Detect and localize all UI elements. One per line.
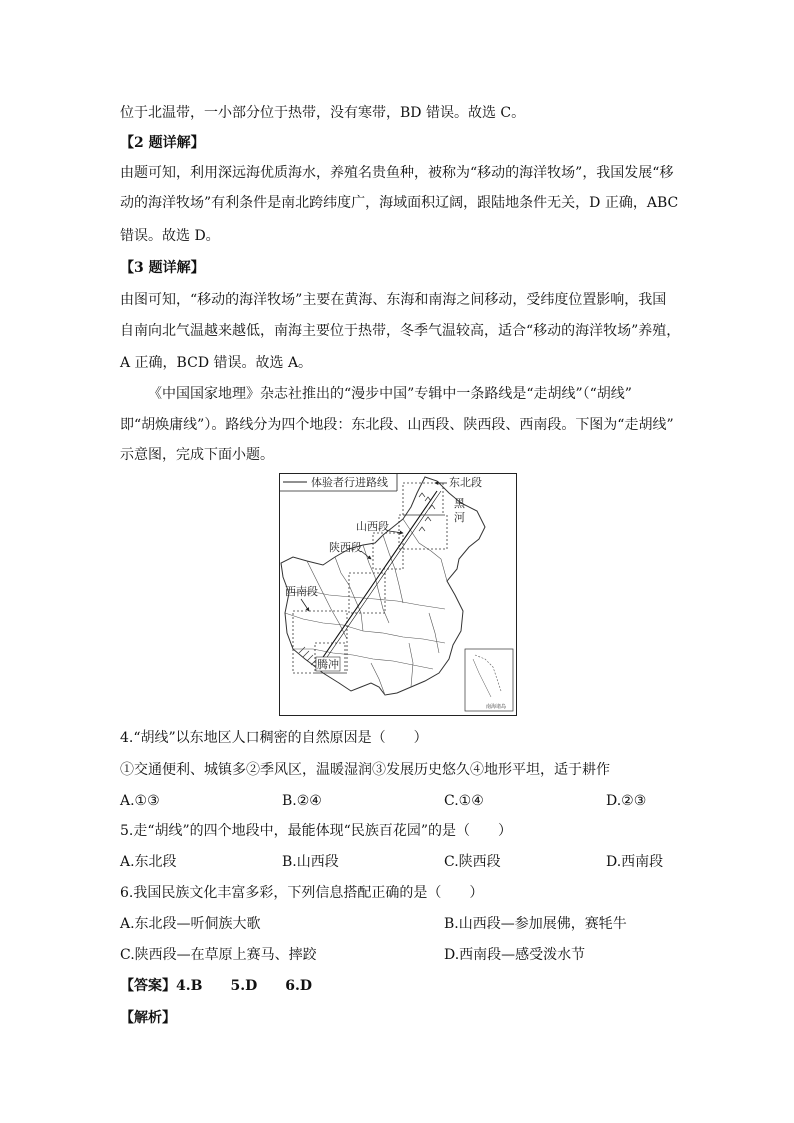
heading-q3-detail: 【3 题详解】: [120, 260, 205, 276]
question-4-option-a[interactable]: A.①③: [120, 793, 160, 809]
label-northeast: 东北段: [449, 476, 482, 489]
question-6-stem: 6.我国民族文化丰富多彩，下列信息搭配正确的是（ ）: [120, 885, 484, 901]
intro-line2: 即“胡焕庸线”）。路线分为四个地段：东北段、山西段、陕西段、西南段。下图为“走胡线”: [120, 417, 674, 433]
analysis-heading: 【解析】: [120, 1010, 176, 1026]
question-6-option-a[interactable]: A.东北段—听侗族大歌: [120, 916, 261, 932]
question-6-option-d[interactable]: D.西南段—感受泼水节: [444, 947, 586, 963]
question-5-stem: 5.走“胡线”的四个地段中，最能体现“民族百花园”的是（ ）: [120, 823, 512, 839]
label-tengchong: 腾冲: [317, 658, 339, 671]
explanation-q3-line2: 自南向北气温越来越低，南海主要位于热带，冬季气温较高，适合“移动的海洋牧场”养殖，: [120, 323, 681, 339]
question-5-option-b[interactable]: B.山西段: [282, 854, 339, 870]
label-southwest: 西南段: [285, 585, 318, 598]
question-4-option-c[interactable]: C.①④: [444, 793, 484, 809]
question-5-option-c[interactable]: C.陕西段: [444, 854, 501, 870]
explanation-q2-line1: 由题可知，利用深远海优质海水，养殖名贵鱼种，被称为“移动的海洋牧场”，我国发展“移: [120, 165, 674, 181]
inset-label: 南海诸岛: [486, 704, 507, 710]
explanation-q3-line1: 由图可知，“移动的海洋牧场”主要在黄海、东海和南海之间移动，受纬度位置影响，我国: [120, 292, 667, 308]
label-shaanxi: 陕西段: [329, 541, 362, 554]
question-4-statement: ①交通便利、城镇多②季风区，温暖湿润③发展历史悠久④地形平坦，适于耕作: [120, 762, 610, 778]
inset-south-china-sea: [465, 649, 513, 711]
explanation-q1-tail: 位于北温带，一小部分位于热带，没有寒带，BD 错误。故选 C。: [120, 105, 526, 121]
question-4-option-d[interactable]: D.②③: [606, 793, 647, 809]
label-shanxi: 山西段: [356, 520, 389, 533]
explanation-q2-line2: 动的海洋牧场”有利条件是南北跨纬度广，海域面积辽阔，跟陆地条件无关，D 正确，ABC: [120, 195, 679, 211]
explanation-q3-line3: A 正确，BCD 错误。故选 A。: [120, 355, 313, 371]
label-heihe-1: 黑: [454, 497, 465, 510]
legend-label: 体验者行进路线: [311, 476, 388, 489]
intro-line1: 《中国国家地理》杂志社推出的“漫步中国”专辑中一条路线是“走胡线”（“胡线”: [148, 386, 632, 402]
question-5-option-d[interactable]: D.西南段: [606, 854, 664, 870]
question-5-option-a[interactable]: A.东北段: [120, 854, 177, 870]
label-heihe-2: 河: [454, 511, 465, 524]
question-6-option-c[interactable]: C.陕西段—在草原上赛马、摔跤: [120, 947, 317, 963]
question-4-option-b[interactable]: B.②④: [282, 793, 322, 809]
explanation-q2-line3: 错误。故选 D。: [120, 228, 220, 244]
answer-line: 【答案】4.B 5.D 6.D: [120, 978, 312, 994]
intro-line3: 示意图，完成下面小题。: [120, 447, 274, 463]
question-4-stem: 4.“胡线”以东地区人口稠密的自然原因是（ ）: [120, 730, 428, 746]
heading-q2-detail: 【2 题详解】: [120, 135, 205, 151]
question-6-option-b[interactable]: B.山西段—参加展佛，赛牦牛: [444, 916, 627, 932]
hu-line-map: [279, 473, 517, 716]
